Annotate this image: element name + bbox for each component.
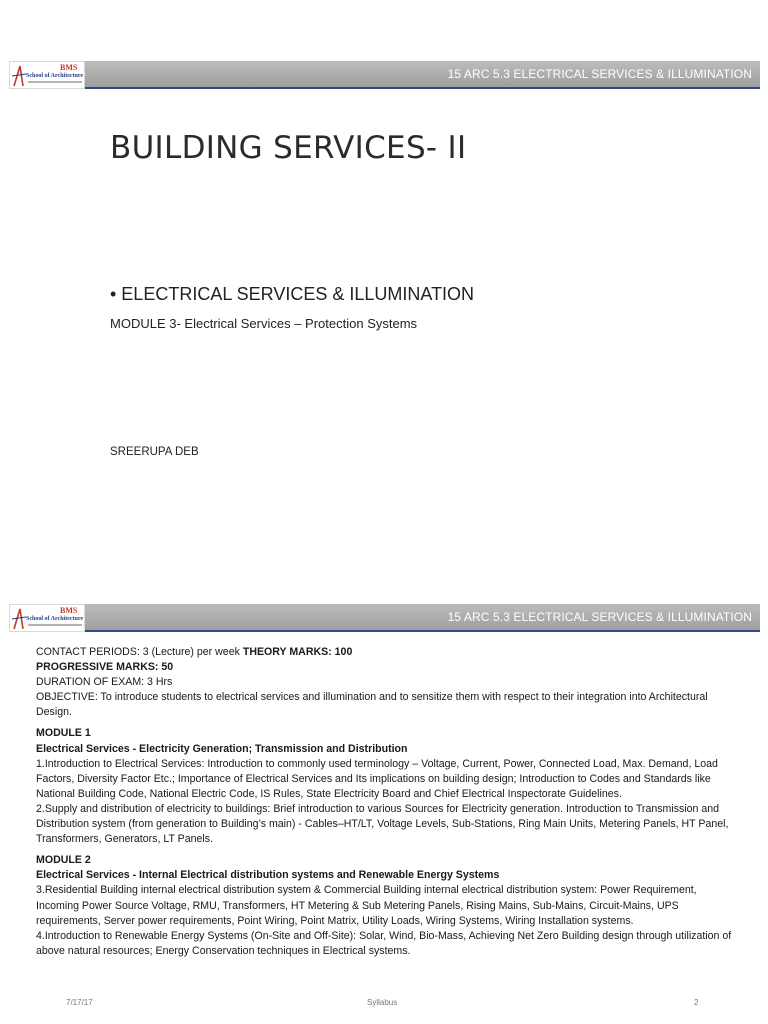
- footer-page-number: 2: [694, 998, 699, 1007]
- module-2-subheading: Electrical Services - Internal Electrical distribution systems and Renewable Energy Systems: [36, 869, 500, 882]
- logo-underline: [28, 624, 82, 626]
- progressive-marks: PROGRESSIVE MARKS: 50: [36, 661, 174, 674]
- course-code: 15 ARC 5.3 ELECTRICAL SERVICES & ILLUMINATION: [447, 67, 752, 81]
- header-bar: [85, 61, 760, 89]
- slide-header: [9, 61, 760, 89]
- contact-periods: CONTACT PERIODS: 3 (Lecture) per week: [36, 646, 243, 658]
- logo-bms-text: BMS: [60, 63, 78, 72]
- logo-underline: [28, 81, 82, 83]
- module-2-item-4: 4.Introduction to Renewable Energy Systems (On-Site and Off-Site): Solar, Wind, Bio-Mass, Achieving Net Zero Building design through utilization of above natural resources; Energy Conservation techniques in Electrical systems.: [36, 929, 732, 957]
- module-1-item-1: 1.Introduction to Electrical Services: Introduction to commonly used terminology – Voltage, Current, Power, Connected Load, Max. Demand, Load Factors, Diversity Factor Etc.; Importance of Electrical Services and Its implications on building design; Introduction to Codes and Standards like National Building Code, National Electric Code, IS Rules, State Electricity Board and Chief Electrical Inspectorate Guidelines.: [36, 757, 718, 800]
- footer-date: 7/17/17: [66, 998, 93, 1007]
- logo-bms-text: BMS: [60, 606, 78, 615]
- contact-line: [36, 645, 736, 660]
- slide-header: [9, 604, 760, 632]
- objective: OBJECTIVE: To introduce students to electrical services and illumination and to sensitize them with respect to their integration into Architectural Design.: [36, 691, 708, 719]
- slide-2: [0, 592, 768, 1024]
- module-1-item-2: 2.Supply and distribution of electricity to buildings: Brief introduction to various Sources for Electricity generation. Introduction to Transmission and Distribution system (from generation to Building’s main) - Cables–HT/LT, Voltage Levels, Sub-Stations, Ring Main Units, Metering Panels, HT Panel, Transformers, Generators, LT Panels.: [36, 802, 729, 846]
- logo-school-text: School of Architecture: [26, 73, 84, 79]
- logo-school-text: School of Architecture: [26, 616, 84, 622]
- theory-marks: THEORY MARKS: 100: [242, 646, 353, 658]
- author-name: SREERUPA DEB: [110, 446, 199, 458]
- school-logo: [9, 61, 85, 89]
- module-2-heading: MODULE 2: [36, 854, 91, 867]
- school-logo: [9, 604, 85, 632]
- module-2-item-3: 3.Residential Building internal electrical distribution system & Commercial Building internal electrical distribution system: Power Requirement, Incoming Power Source Voltage, RMU, Transformers, HT Metering & Sub Metering Panels, Rising Mains, Sub-Mains, Circuit-Mains, UPS requirements, Server power requirements, Point Wiring, Point Matrix, Utility Loads, Wiring Systems, Wiring Installation systems.: [36, 884, 697, 927]
- header-bar: [85, 604, 760, 632]
- module-1-heading: MODULE 1: [36, 727, 91, 740]
- course-code: 15 ARC 5.3 ELECTRICAL SERVICES & ILLUMINATION: [447, 610, 752, 624]
- syllabus-content: [36, 645, 736, 959]
- subject-bullet: • ELECTRICAL SERVICES & ILLUMINATION: [110, 284, 475, 304]
- module-line: MODULE 3- Electrical Services – Protection Systems: [110, 316, 418, 331]
- footer-title: Syllabus: [367, 998, 398, 1007]
- exam-duration: DURATION OF EXAM: 3 Hrs: [36, 676, 173, 689]
- page-title: BUILDING SERVICES- II: [110, 130, 467, 166]
- module-1-subheading: Electrical Services - Electricity Generation; Transmission and Distribution: [36, 742, 408, 755]
